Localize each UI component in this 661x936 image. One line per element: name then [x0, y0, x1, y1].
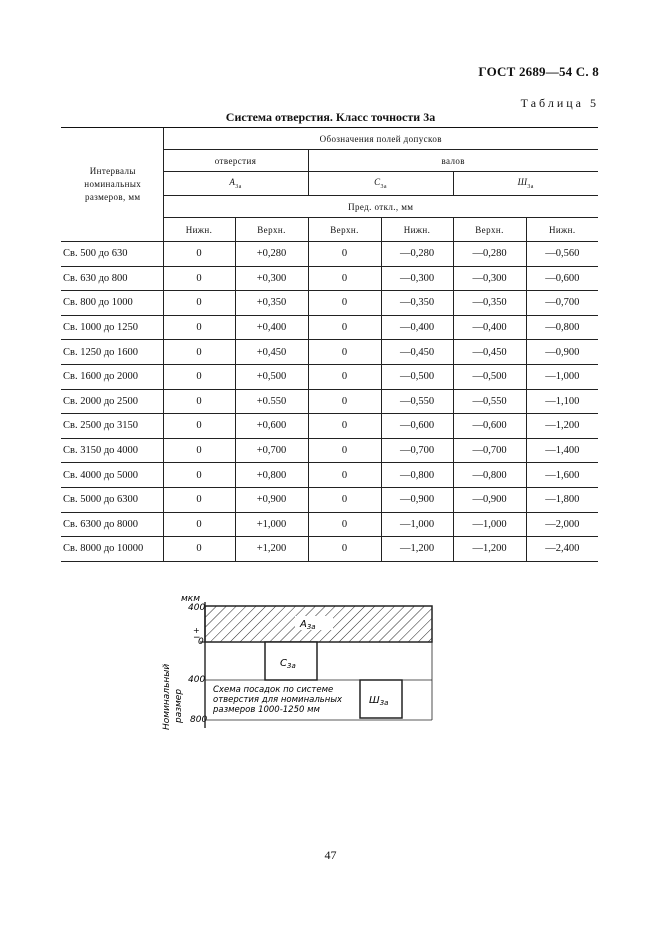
- intervals-header-line: номинальных: [84, 179, 142, 189]
- deviation-cell: 0: [308, 340, 381, 365]
- deviation-cell: —0,800: [526, 315, 598, 340]
- deviation-cell: —1,400: [526, 438, 598, 463]
- deviation-cell: —0,900: [526, 340, 598, 365]
- fit-scheme-diagram: [155, 588, 455, 738]
- deviation-cell: —0,450: [381, 340, 453, 365]
- deviation-cell: +0,900: [235, 487, 308, 512]
- deviation-cell: 0: [163, 537, 235, 562]
- field-letter: С: [374, 177, 381, 188]
- deviation-cell: —0,700: [526, 291, 598, 316]
- page-number: 47: [324, 848, 337, 862]
- field-sh3a: [453, 172, 598, 196]
- bound-header: Нижн.: [381, 218, 453, 242]
- deviation-cell: +0,300: [235, 266, 308, 291]
- field-subscript: 3а: [306, 623, 316, 631]
- table-row: [61, 291, 598, 316]
- deviation-cell: 0: [308, 266, 381, 291]
- deviation-cell: 0: [308, 364, 381, 389]
- field-subscript: 3а: [527, 183, 534, 190]
- deviation-cell: —2,400: [526, 537, 598, 562]
- deviation-cell: +0,280: [235, 242, 308, 267]
- deviation-cell: —0,800: [453, 463, 526, 488]
- size-interval-cell: Св. 2000 до 2500: [61, 389, 163, 414]
- field-letter: С: [280, 658, 287, 669]
- size-interval-cell: Св. 5000 до 6300: [61, 487, 163, 512]
- deviation-cell: 0: [163, 364, 235, 389]
- deviation-cell: +0,600: [235, 414, 308, 439]
- deviation-cell: +1,200: [235, 537, 308, 562]
- deviation-cell: +0.550: [235, 389, 308, 414]
- deviation-cell: 0: [163, 512, 235, 537]
- deviation-cell: 0: [163, 438, 235, 463]
- deviation-cell: —0,900: [381, 487, 453, 512]
- axis-label-line: Номинальный: [162, 663, 172, 730]
- deviation-cell: —0,400: [453, 315, 526, 340]
- deviation-cell: 0: [308, 463, 381, 488]
- deviation-cell: 0: [308, 414, 381, 439]
- tick-label: 400: [188, 675, 206, 685]
- deviation-cell: +1,000: [235, 512, 308, 537]
- table-row: [61, 487, 598, 512]
- bound-header: Нижн.: [163, 218, 235, 242]
- deviation-cell: —1,100: [526, 389, 598, 414]
- shaft-header: валов: [308, 150, 598, 172]
- table-row: [61, 438, 598, 463]
- field-subscript: 3а: [379, 699, 389, 707]
- size-interval-cell: Св. 630 до 800: [61, 266, 163, 291]
- designation-header: Обозначения полей допусков: [163, 128, 598, 150]
- deviation-cell: —1,000: [453, 512, 526, 537]
- hole-header: отверстия: [163, 150, 308, 172]
- diagram-unit: мкм: [181, 594, 201, 604]
- field-letter: Ш: [369, 695, 380, 706]
- deviation-cell: —0,550: [381, 389, 453, 414]
- table-row: [61, 389, 598, 414]
- deviation-cell: 0: [308, 487, 381, 512]
- deviation-cell: +0,450: [235, 340, 308, 365]
- table-row: [61, 537, 598, 562]
- deviation-cell: +0,700: [235, 438, 308, 463]
- table-row: [61, 414, 598, 439]
- table-row: [61, 463, 598, 488]
- deviation-cell: +0,350: [235, 291, 308, 316]
- deviation-cell: 0: [163, 315, 235, 340]
- tick-label: −: [193, 633, 201, 643]
- deviation-cell: —0,300: [453, 266, 526, 291]
- diagram-caption-line: Схема посадок по системе: [213, 685, 334, 695]
- shaft-c-field: [265, 642, 317, 680]
- field-a3a: [163, 172, 308, 196]
- deviation-cell: —0,800: [381, 463, 453, 488]
- deviation-cell: —2,000: [526, 512, 598, 537]
- deviation-cell: —0,560: [526, 242, 598, 267]
- deviation-cell: 0: [163, 389, 235, 414]
- tick-label: 800: [190, 715, 208, 725]
- deviation-cell: 0: [163, 291, 235, 316]
- deviation-cell: 0: [308, 537, 381, 562]
- deviation-cell: —1,000: [526, 364, 598, 389]
- table-row: [61, 364, 598, 389]
- table-title: Система отверстия. Класс точности 3а: [225, 110, 436, 124]
- deviation-cell: —0,280: [381, 242, 453, 267]
- deviation-cell: +0,400: [235, 315, 308, 340]
- field-letter: А: [229, 177, 236, 188]
- deviation-cell: —0,600: [526, 266, 598, 291]
- axis-label-line: размер: [174, 688, 184, 723]
- size-interval-cell: Св. 2500 до 3150: [61, 414, 163, 439]
- deviation-cell: 0: [308, 242, 381, 267]
- deviation-cell: —1,200: [526, 414, 598, 439]
- deviation-cell: —0,550: [453, 389, 526, 414]
- field-letter: А: [300, 619, 307, 630]
- table-number: Таблица 5: [520, 96, 599, 110]
- deviation-header: Пред. откл., мм: [163, 196, 598, 218]
- field-subscript: 3а: [286, 662, 296, 670]
- bound-header: Нижн.: [526, 218, 598, 242]
- intervals-header-line: размеров, мм: [84, 192, 141, 202]
- intervals-header: [61, 128, 163, 242]
- bound-header: Верхн.: [308, 218, 381, 242]
- deviation-cell: —0,500: [453, 364, 526, 389]
- diagram-caption-line: размеров 1000-1250 мм: [213, 705, 320, 715]
- deviation-cell: 0: [163, 266, 235, 291]
- bound-header: Верхн.: [453, 218, 526, 242]
- deviation-cell: —1,600: [526, 463, 598, 488]
- size-interval-cell: Св. 800 до 1000: [61, 291, 163, 316]
- intervals-header-line: Интервалы: [89, 166, 136, 176]
- deviation-cell: —1,000: [381, 512, 453, 537]
- size-interval-cell: Св. 1250 до 1600: [61, 340, 163, 365]
- field-subscript: 3а: [235, 183, 242, 190]
- deviation-cell: —0,350: [381, 291, 453, 316]
- deviation-cell: —0,350: [453, 291, 526, 316]
- deviation-cell: 0: [163, 340, 235, 365]
- field-c3a: [308, 172, 453, 196]
- deviation-cell: —0,280: [453, 242, 526, 267]
- tick-label: 0: [198, 637, 204, 647]
- size-interval-cell: Св. 3150 до 4000: [61, 438, 163, 463]
- deviation-cell: —0,450: [453, 340, 526, 365]
- deviation-cell: —0,600: [453, 414, 526, 439]
- deviation-cell: —0,700: [453, 438, 526, 463]
- diagram-caption-line: отверстия для номинальных: [213, 695, 343, 705]
- table-row: [61, 512, 598, 537]
- deviation-cell: —1,200: [381, 537, 453, 562]
- deviation-cell: —0,700: [381, 438, 453, 463]
- deviation-cell: —0,600: [381, 414, 453, 439]
- size-interval-cell: Св. 1000 до 1250: [61, 315, 163, 340]
- deviation-cell: 0: [308, 315, 381, 340]
- field-letter: Ш: [517, 177, 528, 188]
- deviation-cell: 0: [163, 414, 235, 439]
- deviation-cell: 0: [308, 512, 381, 537]
- deviation-cell: 0: [163, 487, 235, 512]
- size-interval-cell: Св. 1600 до 2000: [61, 364, 163, 389]
- table-row: [61, 340, 598, 365]
- document-code: ГОСТ 2689—54 С. 8: [478, 64, 599, 79]
- deviation-cell: —0,400: [381, 315, 453, 340]
- tick-label: +: [193, 626, 200, 635]
- table-row: [61, 266, 598, 291]
- deviation-cell: 0: [308, 438, 381, 463]
- table-row: [61, 242, 598, 267]
- deviation-cell: —0,300: [381, 266, 453, 291]
- deviation-cell: 0: [163, 463, 235, 488]
- size-interval-cell: Св. 500 до 630: [61, 242, 163, 267]
- size-interval-cell: Св. 4000 до 5000: [61, 463, 163, 488]
- deviation-cell: —0,500: [381, 364, 453, 389]
- tolerance-table: [61, 127, 598, 562]
- tick-label: 400: [188, 603, 206, 613]
- deviation-cell: —1,200: [453, 537, 526, 562]
- table-row: [61, 315, 598, 340]
- deviation-cell: +0,500: [235, 364, 308, 389]
- deviation-cell: 0: [163, 242, 235, 267]
- deviation-cell: —1,800: [526, 487, 598, 512]
- size-interval-cell: Св. 6300 до 8000: [61, 512, 163, 537]
- bound-header: Верхн.: [235, 218, 308, 242]
- size-interval-cell: Св. 8000 до 10000: [61, 537, 163, 562]
- deviation-cell: —0,900: [453, 487, 526, 512]
- deviation-cell: 0: [308, 389, 381, 414]
- deviation-cell: 0: [308, 291, 381, 316]
- field-subscript: 3а: [380, 183, 387, 190]
- deviation-cell: +0,800: [235, 463, 308, 488]
